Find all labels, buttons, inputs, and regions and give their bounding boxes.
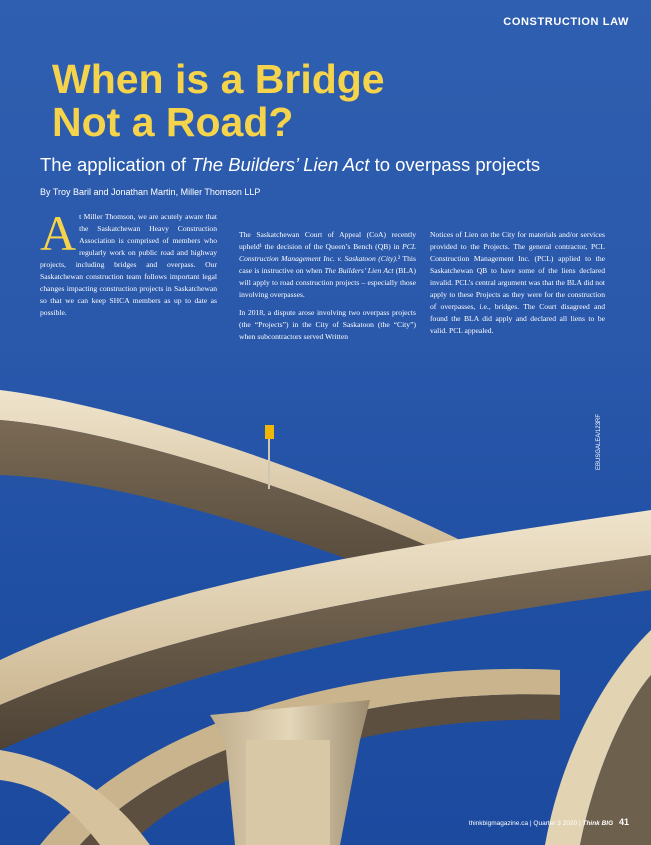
section-label: CONSTRUCTION LAW bbox=[503, 16, 629, 28]
paragraph bbox=[239, 229, 416, 301]
subtitle-pre: The application of bbox=[40, 154, 192, 175]
headline-line-1: When is a Bridge bbox=[52, 56, 385, 102]
column-2 bbox=[239, 229, 416, 349]
overpass-photo bbox=[0, 360, 651, 845]
byline: By Troy Baril and Jonathan Martin, Miller Thomson LLP bbox=[40, 187, 261, 197]
road-sign bbox=[265, 425, 274, 439]
act-name: The Builders’ Lien Act bbox=[324, 266, 394, 275]
page-number: 41 bbox=[618, 817, 629, 827]
case-name: PCL Construction Management Inc. v. Saskatoon (City). bbox=[239, 242, 416, 263]
text-run: ² This case is instructive on when bbox=[239, 254, 416, 275]
headline bbox=[52, 58, 572, 144]
subtitle bbox=[40, 154, 630, 176]
headline-line-2: Not a Road? bbox=[52, 99, 294, 145]
subtitle-post: to overpass projects bbox=[369, 154, 541, 175]
paragraph: Notices of Lien on the City for materials and/or services provided to the Projects. The general contractor, PCL Construction Management Inc. (PCL) applied to the Saskatchewan QB to have some of the liens declared invalid. PCL’s central argument was that the BLA did not apply to these Projects as they were for the construction of overpasses, i.e., bridges. The Court disagreed and found the BLA did apply and declared all liens to be valid. PCL appealed. bbox=[430, 230, 605, 335]
footer-site: thinkbigmagazine.ca bbox=[468, 820, 529, 827]
text-run: (BLA) will apply to road construction projects – especially those involving overpasses. bbox=[239, 266, 416, 299]
column-3 bbox=[430, 229, 605, 343]
paragraph bbox=[40, 205, 217, 319]
footer-brand: Think BIG bbox=[582, 820, 614, 827]
subtitle-act-name: The Builders’ Lien Act bbox=[191, 154, 370, 175]
column-1 bbox=[40, 205, 217, 325]
photo-credit: EBUSGALEA/123RF bbox=[596, 413, 602, 470]
page-footer bbox=[469, 817, 629, 827]
dropcap: A bbox=[40, 205, 77, 261]
footer-separator: | bbox=[578, 820, 581, 827]
paragraph: In 2018, a dispute arose involving two overpass projects (the “Projects”) in the City of Saskatoon (the “City”) when subcontractors served Written bbox=[239, 308, 416, 341]
footer-issue: Quarter 3 2020 bbox=[533, 820, 578, 827]
text-run: The Saskatchewan Court of Appeal (CoA) recently upheld¹ the decision of the Queen’s Bench (QB) in bbox=[239, 230, 416, 251]
footer-separator: | bbox=[529, 820, 532, 827]
column-1-text: t Miller Thomson, we are acutely aware that the Saskatchewan Heavy Construction Association is comprised of members who regularly work on public road and highway projects, including bridges and overpass. Our Saskatchewan construction team follows important legal changes impacting construction projects in Saskatchewan so that we can keep SHCA members as up to date as possible. bbox=[40, 212, 217, 317]
